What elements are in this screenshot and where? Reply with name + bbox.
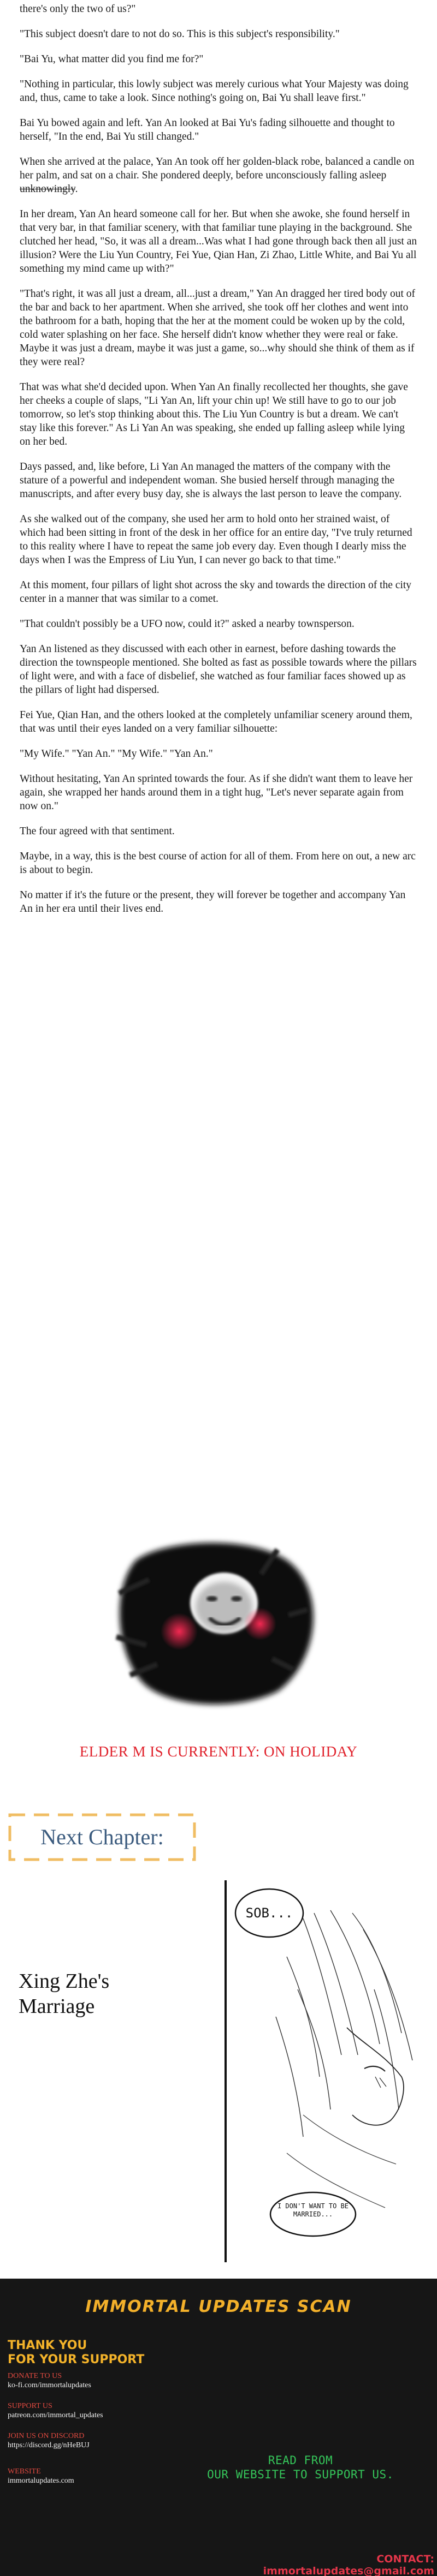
discord-link[interactable]: https://discord.gg/nHeBUJ: [8, 2441, 90, 2449]
paragraph: No matter if it's the future or the present, they will forever be together and accompany Yan An in her era until their lives end.: [20, 889, 406, 915]
read-line-1: READ FROM: [268, 2454, 333, 2467]
paragraph: In her dream, Yan An heard someone call for her. But when she awoke, she found herself in that very bar, in that familiar scenery, with that familiar tune playing in the background. She clutched her head, "So, it was all a dream...Was what I had gone through back then all just an illusion? Were the Liu Yun Country, Fei Yue, Qian Han, Zi Zhao, Little White, and Bai Yu all something my mind came up with?": [20, 208, 417, 274]
donate-block[interactable]: [8, 2371, 91, 2390]
discord-block[interactable]: [8, 2431, 90, 2450]
website-link[interactable]: immortalupdates.com: [8, 2477, 74, 2485]
thank-you-line-2: FOR YOUR SUPPORT: [8, 2353, 145, 2366]
paragraph: "My Wife." "Yan An." "My Wife." "Yan An.": [20, 748, 213, 760]
paragraph: Fei Yue, Qian Han, and the others looked at the completely unfamiliar scenery around them, that was until their eyes landed on a very familiar silhouette:: [20, 709, 412, 734]
contact-email[interactable]: CONTACT: immortalupdates@gmail.com: [263, 2553, 434, 2576]
bubble-top-text: SOB...: [245, 1905, 293, 1921]
chapter-text: [20, 0, 417, 927]
next-chapter-manga-panel: [221, 1880, 423, 2262]
support-heading: SUPPORT US: [8, 2402, 52, 2410]
paragraph: At this moment, four pillars of light shot across the sky and towards the direction of the city center in a manner that was similar to a comet.: [20, 579, 412, 605]
paragraph-palace-end: .: [75, 183, 78, 195]
paragraph: there's only the two of us?": [20, 3, 136, 15]
donate-heading: DONATE TO US: [8, 2372, 62, 2380]
paragraph: "Bai Yu, what matter did you find me for?": [20, 53, 204, 65]
meme-face-image: [97, 1528, 332, 1713]
bubble-bottom-text: I DON'T WANT TO BE MARRIED...: [277, 2202, 349, 2218]
paragraph: "Nothing in particular, this lowly subject was merely curious what Your Majesty was doing and, thus, came to take a look. Since nothing's going on, Bai Yu shall leave first.": [20, 79, 409, 104]
support-block[interactable]: [8, 2401, 103, 2420]
struck-word: unknowingly: [20, 183, 75, 195]
discord-heading: JOIN US ON DISCORD: [8, 2432, 85, 2440]
next-chapter-label: Next Chapter:: [40, 1825, 164, 1849]
read-from-website-text: [180, 2453, 421, 2482]
paragraph: "This subject doesn't dare to not do so. This is this subject's responsibility.": [20, 28, 340, 40]
paragraph: Yan An listened as they discussed with each other in earnest, before dashing towards the direction the townspeople mentioned. She bolted as fast as possible towards where the pillars of light were, and with a face of disbelief, she watched as four familiar faces showed up as the pillars of light had dispersed.: [20, 643, 417, 696]
paragraph: Bai Yu bowed again and left. Yan An looked at Bai Yu's fading silhouette and thought to herself, "In the end, Bai Yu still changed.": [20, 117, 395, 142]
website-heading: WEBSITE: [8, 2467, 41, 2476]
paragraph-palace-text: When she arrived at the palace, Yan An took off her golden-black robe, balanced a candle on her palm, and sat on a chair. She pondered deeply, before unconsciously falling asleep: [20, 156, 415, 181]
scan-group-title: IMMORTAL UPDATES SCAN: [85, 2297, 352, 2316]
paragraph-palace: [20, 155, 417, 196]
paragraph: "That's right, it was all just a dream, all...just a dream," Yan An dragged her tired body out of the bar and back to her apartment. When she arrived, she took off her clothes and went into the bathroom for a bath, hoping that the her at the moment could be woken up by the cold, cold water splashing on her face. She herself didn't know whether they were real or fake. Maybe it was just a dream, maybe it was just a game, so...why should she think of them as if they were real?: [20, 288, 415, 368]
thank-you-text: [8, 2339, 144, 2367]
holiday-notice: ELDER M IS CURRENTLY: ON HOLIDAY: [79, 1743, 358, 1760]
paragraph: "That couldn't possibly be a UFO now, could it?" asked a nearby townsperson.: [20, 618, 355, 630]
support-link[interactable]: patreon.com/immortal_updates: [8, 2411, 103, 2419]
paragraph: The four agreed with that sentiment.: [20, 826, 175, 837]
paragraph: Without hesitating, Yan An sprinted towards the four. As if she didn't want them to leave her again, she wrapped her hands around them in a tight hug, "Let's never separate again from now on.": [20, 773, 413, 812]
thank-you-line-1: THANK YOU: [8, 2339, 87, 2352]
paragraph: Maybe, in a way, this is the best course of action for all of them. From here on out, a new arc is about to begin.: [20, 851, 416, 876]
website-block[interactable]: [8, 2467, 74, 2485]
paragraph: That was what she'd decided upon. When Yan An finally recollected her thoughts, she gave her cheeks a couple of slaps, "Li Yan An, lift your chin up! We still have to go to our job tomorrow, so let's stop thinking about this. The Liu Yun Country is but a dream. We can't stay like this forever." As Li Yan An was speaking, she ended up falling asleep while lying on her bed.: [20, 381, 408, 447]
footer-banner: [0, 2279, 437, 2576]
paragraph: As she walked out of the company, she used her arm to hold onto her strained waist, of which had been sitting in front of the desk in her office for an entire day, "I've truly returned to this reality where I have to repeat the same job every day. Even though I dearly miss the days when I was the Empress of Liu Yun, I can never go back to that time.": [20, 513, 412, 566]
read-line-2: OUR WEBSITE TO SUPPORT US.: [207, 2468, 394, 2481]
paragraph: Days passed, and, like before, Li Yan An managed the matters of the company with the stature of a powerful and independent woman. She busied herself through managing the manuscripts, and after every busy day, she is always the last person to leave the company.: [20, 461, 402, 500]
next-chapter-box[interactable]: [8, 1813, 197, 1862]
next-chapter-title[interactable]: Xing Zhe's Marriage: [19, 1970, 110, 2018]
donate-link[interactable]: ko-fi.com/immortalupdates: [8, 2381, 91, 2389]
